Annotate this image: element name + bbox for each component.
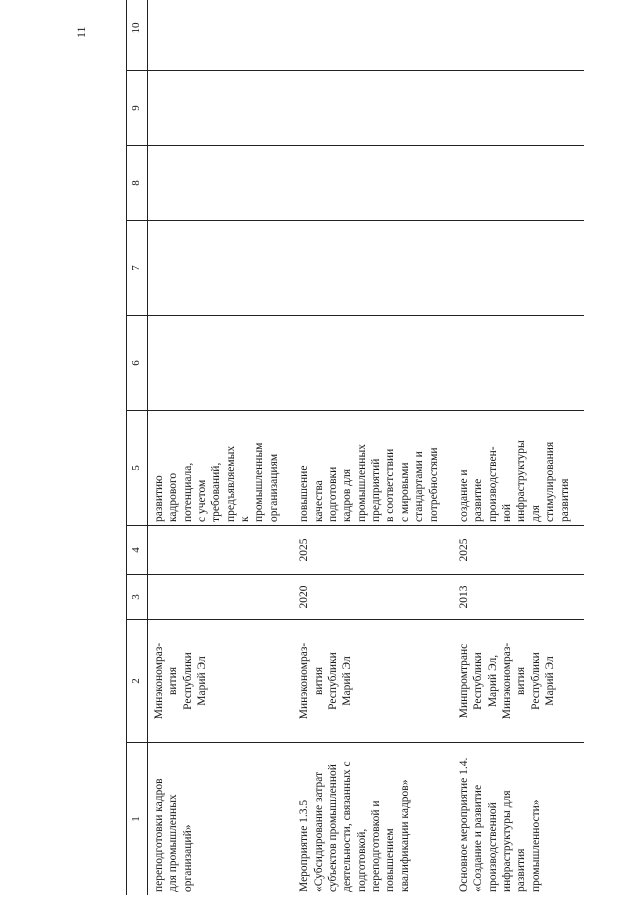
cell-text-line: «Субсидирование затрат (312, 771, 325, 892)
cell-text-line: деятельности, связанных с (341, 761, 354, 892)
cell-text-line: организаций» (181, 824, 194, 892)
cell-text-line: ной (501, 503, 513, 522)
cell-text-line: Республики (326, 652, 339, 710)
cell-text-line: подготовкой, (355, 828, 368, 892)
page-number: 11 (74, 26, 88, 38)
table-cell-col-2 (147, 620, 293, 743)
table-cell-col-8 (293, 146, 453, 221)
cell-text-line: стимулирования (544, 441, 557, 522)
rotated-table-container (126, 22, 606, 895)
cell-text-line: переподготовкой и (370, 800, 382, 892)
cell-text-line: потребностями (427, 447, 440, 522)
table-cell-col-5 (453, 411, 584, 526)
table-cell-col-9 (293, 71, 453, 146)
cell-text-line: промышленных (355, 444, 368, 522)
table-cell-col-6 (293, 316, 453, 411)
table-cell-col-4: 2025 (453, 526, 584, 575)
cell-text-line: повышением (384, 828, 397, 892)
cell-text-line: Основное мероприятие 1.4. (457, 757, 470, 892)
cell-text-line: предъявляемых (224, 445, 237, 522)
table-cell-col-4: 2025 (293, 526, 453, 575)
cell-text-line: Марий Эл (341, 656, 354, 706)
cell-text-line: Республики (529, 652, 542, 710)
table-cell-col-8 (147, 146, 293, 221)
table-cell-col-6 (147, 316, 293, 411)
cell-text-line: для промышленных (167, 794, 180, 892)
table-cell-col-5 (147, 411, 293, 526)
table-row (293, 0, 453, 895)
table-cell-col-9 (147, 71, 293, 146)
cell-text-line: к (239, 516, 251, 522)
table-cell-col-7 (293, 221, 453, 316)
cell-text-line: кадрового (167, 472, 180, 522)
cell-text-line: предприятий (370, 458, 382, 522)
header-col-10: 10 (127, 0, 148, 71)
table-cell-col-8 (453, 146, 584, 221)
cell-text-line: с учетом (195, 479, 208, 522)
header-col-1: 1 (127, 743, 148, 896)
cell-text-line: для (529, 505, 542, 522)
table-cell-col-2 (453, 620, 584, 743)
header-col-4: 4 (127, 526, 148, 575)
table-row (453, 0, 584, 895)
cell-text-line: Марий Эл (195, 656, 208, 706)
header-col-2: 2 (127, 620, 148, 743)
table-cell-col-3 (147, 575, 293, 620)
table-cell-col-5 (293, 411, 453, 526)
table-cell-col-3: 2020 (293, 575, 453, 620)
cell-text-line: создание и (457, 469, 470, 522)
cell-text-line: с мировыми (398, 462, 411, 522)
cell-text-line: промышленности» (529, 799, 542, 892)
cell-text-line: стандартами и (413, 451, 426, 522)
cell-text-line: развитие (472, 478, 485, 522)
cell-text-line: вития (515, 666, 528, 696)
cell-text-line: потенциала, (181, 462, 194, 522)
cell-text-line: вития (312, 666, 325, 696)
cell-text-line: повышение (298, 465, 311, 522)
table-cell-col-1 (293, 743, 453, 896)
header-col-9: 9 (127, 71, 148, 146)
table-row (147, 0, 293, 895)
cell-text-line: Марий Эл (544, 656, 557, 706)
cell-text-line: Марий Эл, (486, 654, 499, 708)
cell-text-line: инфраструктуры (515, 440, 528, 522)
cell-text-line: Минпромтранс (457, 643, 470, 719)
cell-text-line: квалификации кадров» (398, 779, 411, 892)
cell-text-line: переподготовки кадров (152, 778, 165, 892)
program-table (126, 0, 584, 895)
table-cell-col-7 (147, 221, 293, 316)
cell-text-line: инфраструктуры для (501, 790, 513, 892)
table-cell-col-1 (453, 743, 584, 896)
table-cell-col-7 (453, 221, 584, 316)
cell-text-line: промышленным (253, 442, 266, 522)
cell-text-line: Минэкономраз- (501, 642, 513, 720)
table-cell-col-9 (453, 71, 584, 146)
table-cell-col-10 (147, 0, 293, 71)
cell-text-line: Мероприятие 1.3.5 (298, 799, 311, 892)
cell-text-line: «Создание и развитие (472, 784, 485, 892)
header-col-3: 3 (127, 575, 148, 620)
cell-text-line: Республики (181, 652, 194, 710)
table-cell-col-10 (453, 0, 584, 71)
header-col-8: 8 (127, 146, 148, 221)
cell-text-line: организациям (267, 453, 280, 522)
table-body (147, 0, 584, 895)
table-cell-col-3: 2013 (453, 575, 584, 620)
cell-text-line: Минэкономраз- (152, 642, 165, 720)
cell-text-line: в соответствии (384, 448, 397, 522)
table-cell-col-4 (147, 526, 293, 575)
cell-text-line: производствен- (486, 446, 499, 522)
cell-text-line: Минэкономраз- (298, 642, 311, 720)
header-col-5: 5 (127, 411, 148, 526)
cell-text-line: требований, (210, 462, 223, 522)
header-col-7: 7 (127, 221, 148, 316)
table-cell-col-6 (453, 316, 584, 411)
cell-text-line: качества (312, 480, 325, 522)
cell-text-line: производственной (486, 802, 499, 892)
cell-text-line: кадров для (341, 468, 354, 522)
cell-text-line: вития (167, 666, 180, 696)
header-col-6: 6 (127, 316, 148, 411)
cell-text-line: Республики (472, 652, 485, 710)
cell-text-line: развития (515, 848, 528, 892)
cell-text-line: субъектов промышленной (326, 764, 339, 892)
table-header-row (127, 0, 148, 895)
table-cell-col-1 (147, 743, 293, 896)
cell-text-line: развития (558, 478, 571, 522)
cell-text-line: подготовки (326, 466, 339, 522)
table-cell-col-2 (293, 620, 453, 743)
table-cell-col-10 (293, 0, 453, 71)
cell-text-line: развитию (152, 475, 165, 522)
